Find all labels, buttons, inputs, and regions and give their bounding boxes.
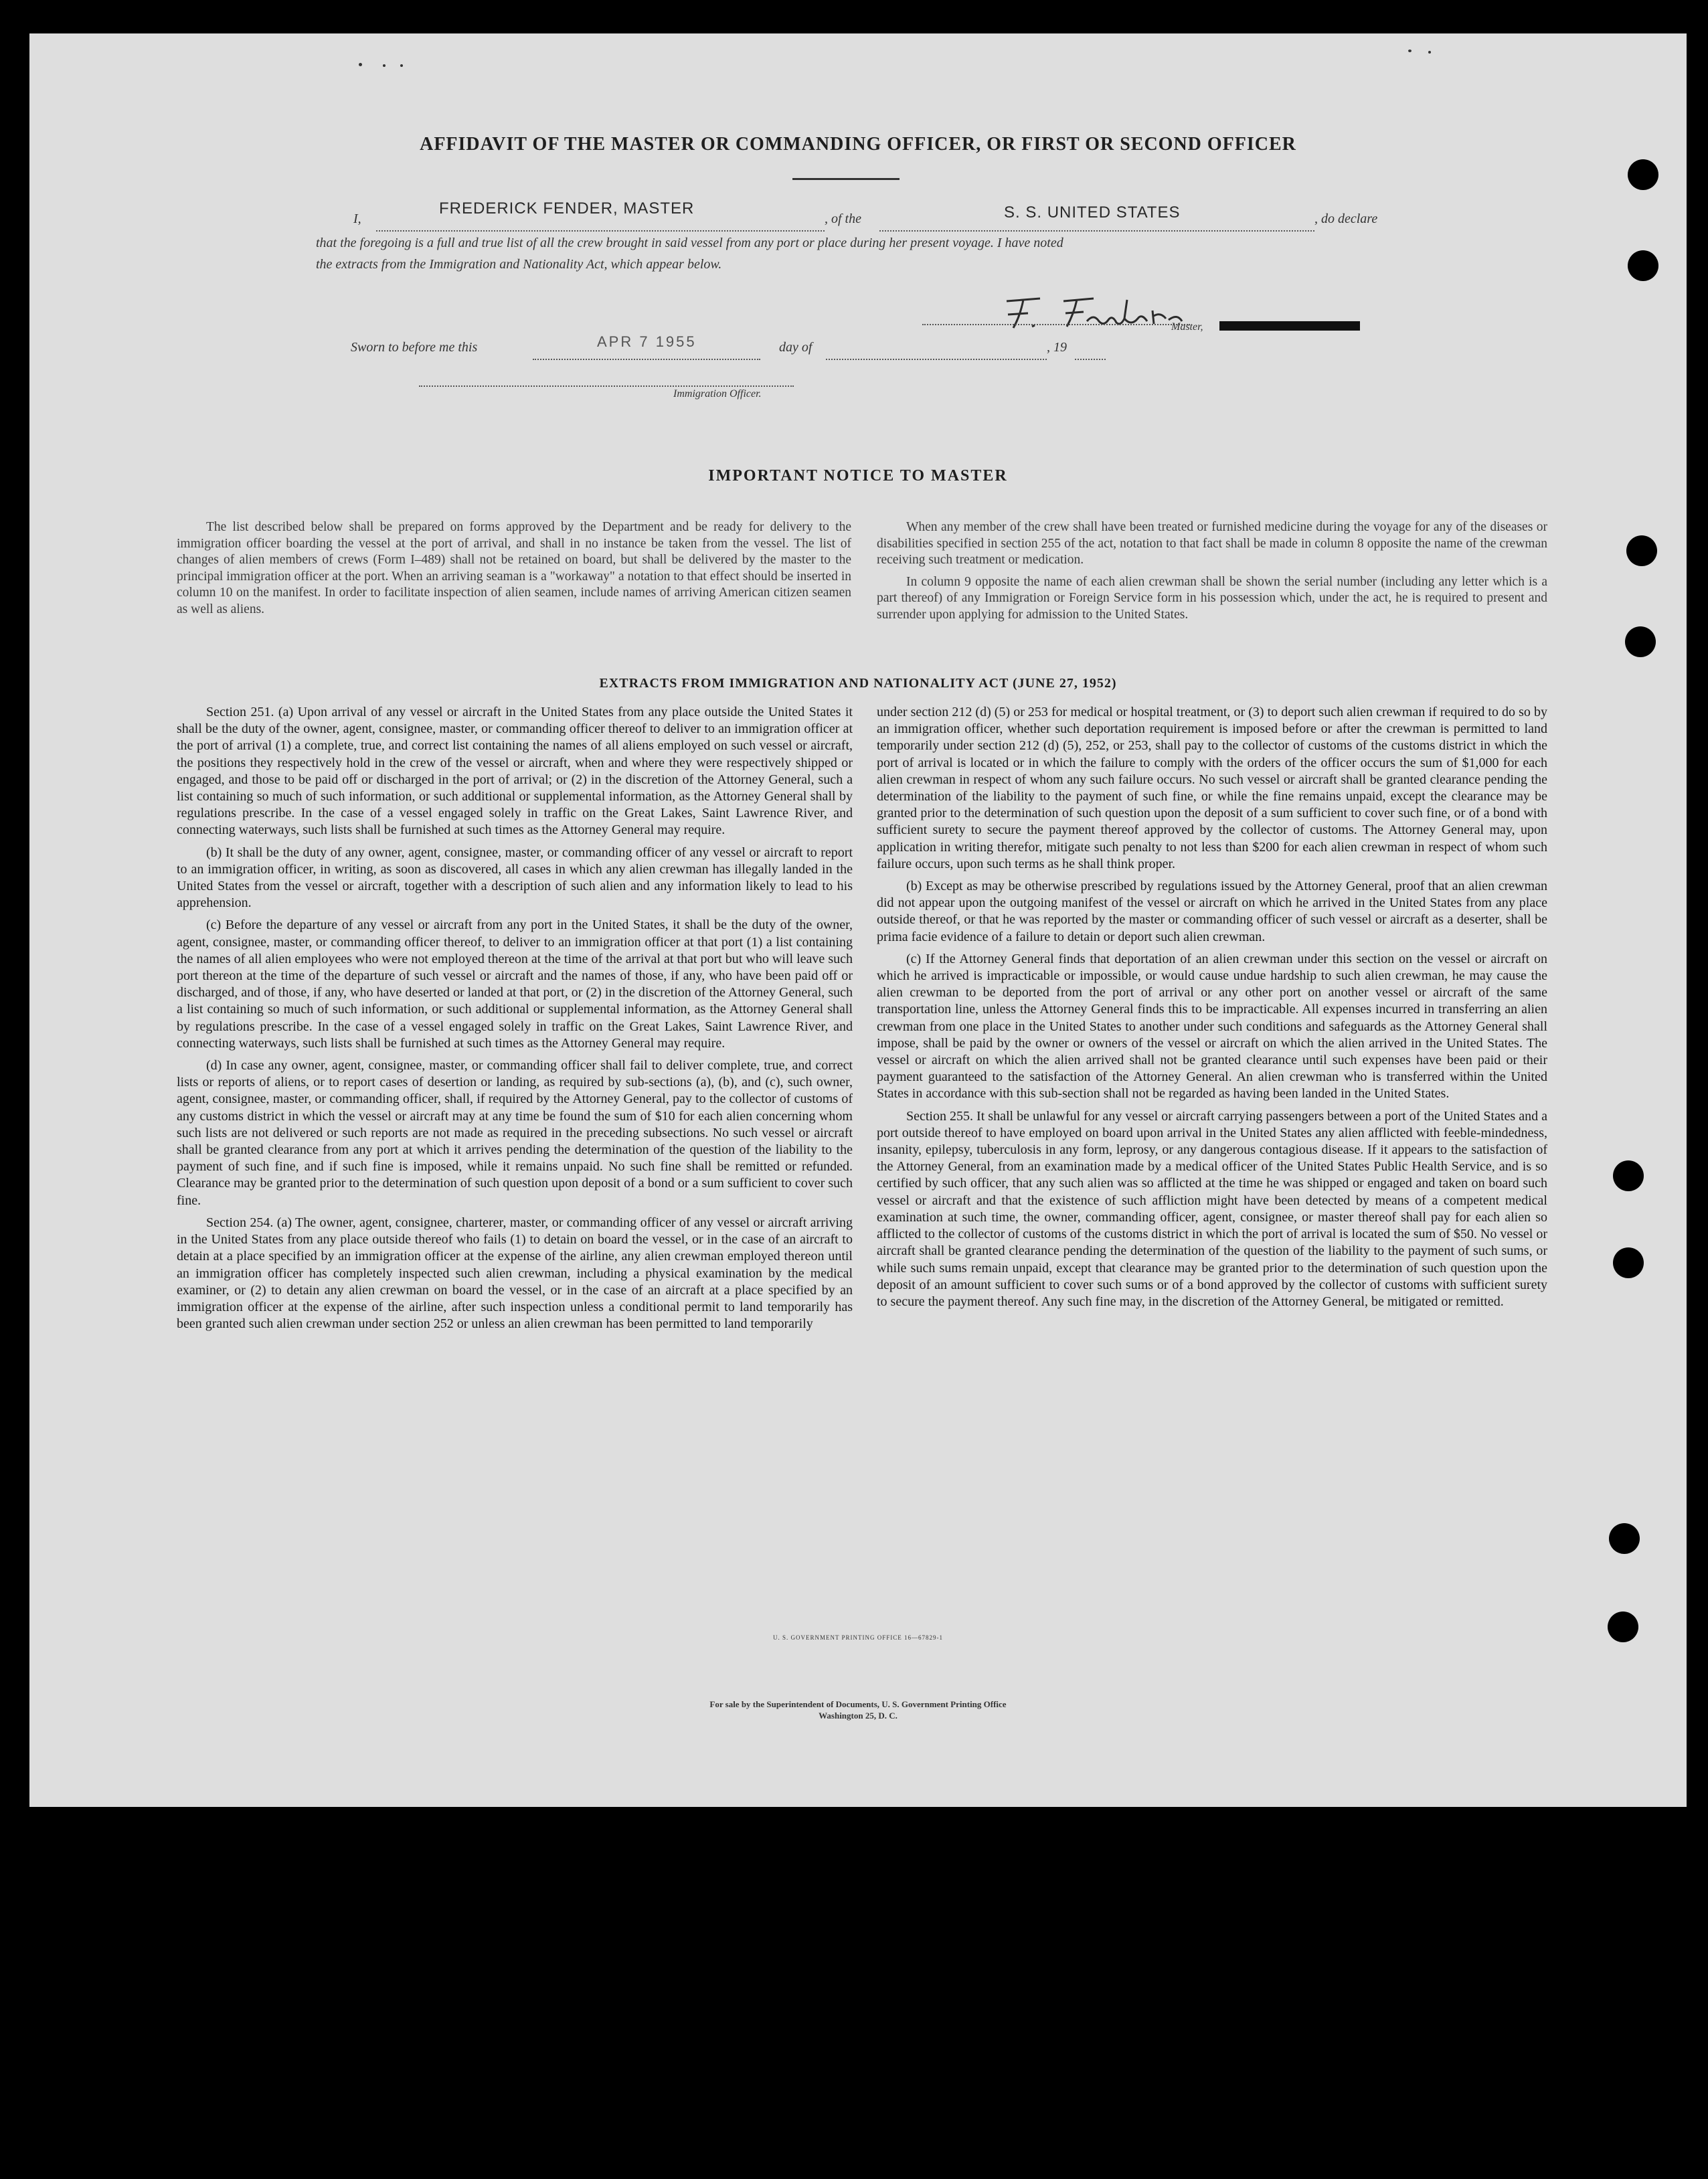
title-rule (792, 178, 900, 180)
master-label: Master, (1171, 321, 1203, 333)
punch-hole (1628, 250, 1658, 281)
statement-line-1: that the foregoing is a full and true list of all the crew brought in said vessel from any port or place during her present voyage. I have noted (316, 236, 1063, 250)
for-sale-notice (29, 1698, 1687, 1721)
signature (993, 286, 1194, 340)
notice-right-text-2: In column 9 opposite the name of each alien crewman shall be shown the serial number (including any letter which is a part thereof) of any Immigration or Foreign Service form in his possession which, under the act, he is required to present and surrender upon applying for admission to the United States. (877, 574, 1547, 622)
section-251-c: (c) Before the departure of any vessel or aircraft from any port in the United States, it shall be the duty of the owner, agent, consignee, master, or commanding officer thereof, to deliver to an immigration officer at that port (1) a list containing the names of all alien employees who were not employed thereon at the time of the arrival at that port but who will leave such port thereon at the time of the departure of such vessel or aircraft and the names of those, if any, who have been paid off or discharged, and of those, if any, who have deserted or landed at that port, or (2) in the discretion of the Attorney General, such a list containing so much of such information, or such additional or supplemental information, as the Attorney General shall by regulations prescribe. In the case of a vessel engaged solely in traffic on the Great Lakes, Saint Lawrence River, and connecting waterways, such lists shall be furnished at such times as the Attorney General may require. (177, 918, 853, 1051)
punch-hole (1608, 1611, 1638, 1642)
notice-right-column (877, 519, 1547, 628)
officer-signature-line (419, 379, 794, 387)
section-251-a: Section 251. (a) Upon arrival of any vessel or aircraft in the United States from any place outside the United States it shall be the duty of the owner, agent, consignee, master, or commanding officer thereof to deliver to an immigration officer at the port of arrival (1) a complete, true, and correct list containing the names of all aliens employed on such vessel or aircraft, the positions they respectively hold in the crew of the vessel or aircraft, when and where they were respectively shipped or engaged, and those to be paid off or discharged in the port of arrival; or (2) in the discretion of the Attorney General, such a list containing so much of such information, or such additional or supplemental information, as the Attorney General shall by regulations prescribe. In the case of a vessel engaged solely in traffic on the Great Lakes, Saint Lawrence River, and connecting waterways, such lists shall be furnished at such times as the Attorney General may require. (177, 705, 853, 838)
notice-left-text: The list described below shall be prepared on forms approved by the Department and be ready for delivery to the immigration officer boarding the vessel at the port of arrival, and shall in no instance be taken from the vessel. The list of changes of alien members of crews (Form I–489) shall not be retained on board, but shall be delivered by the master to the principal immigration officer at the port. When an arriving seaman is a "workaway" a notation to that effect should be inserted in column 10 on the manifest. In order to facilitate inspection of alien seamen, include names of arriving American citizen seamen as well as aliens. (177, 520, 851, 616)
i-label: I, (353, 211, 361, 226)
speck (1408, 50, 1412, 52)
punch-hole (1609, 1523, 1640, 1554)
section-255: Section 255. It shall be unlawful for any vessel or aircraft carrying passengers between a port of the United States and a port outside thereof to have employed on board upon arrival in the United States any alien afflicted with feeble-mindedness, insanity, epilepsy, tuberculosis in any form, leprosy, or any dangerous contagious disease. If it appears to the satisfaction of the Attorney General, from an examination made by a medical officer of the United States Public Health Service, and is so certified by such officer, that any such alien was so afflicted at the time he was shipped or engaged and taken on board such vessel or aircraft and that the existence of such affliction might have been detected by means of a competent medical examination at such time, the owner, commanding officer, agent, consignee, or master thereof shall pay for each alien so afflicted to the collector of customs of the customs district in which the port of arrival is located the sum of $50. No vessel or aircraft shall be granted clearance pending the determination of the question of the liability to the payment of such sums, or while such sums remain unpaid, except that clearance may be granted prior to the determination of such question upon the deposit of an amount sufficient to cover such sums or of a bond approved by the collector of customs with sufficient surety to secure the payment thereof. Any such fine may, in the discretion of the Attorney General, be mitigated or remitted. (877, 1108, 1547, 1309)
sworn-label: Sworn to before me this (351, 340, 478, 355)
day-of-label: day of (779, 340, 813, 355)
punch-hole (1613, 1247, 1644, 1278)
of-the-label: , of the (825, 211, 861, 226)
officer-label: Immigration Officer. (673, 388, 762, 400)
section-254-a-continued: under section 212 (d) (5) or 253 for medical or hospital treatment, or (3) to deport such alien crewman if required to do so by an immigration officer, whether such deportation requirement is imposed before or after the crewman is permitted to land temporarily under section 212 (d) (5), 252, or 253, shall pay to the collector of customs of the customs district in which the port of arrival is located or in which the failure to comply with the orders of the officer occurs the sum of $1,000 for each alien crewman in respect of whom any such failure occurs. No such vessel or aircraft shall be granted clearance pending the determination of the liability to the payment of such fine, or while the fine remains unpaid, except the clearance may be granted prior to the determination of such question upon the deposit of a sum sufficient to cover such fine, or of a bond with sufficient surety to secure the payment thereof approved by the collector of customs. The Attorney General may, upon application in writing therefor, mitigate such penalty to not less than $200 for each alien crewman in respect of whom such failure occurs, upon such terms as he shall think proper. (877, 705, 1547, 871)
gpo-imprint: U. S. GOVERNMENT PRINTING OFFICE 16—67829-1 (772, 1634, 944, 1641)
speck (359, 63, 362, 66)
affidavit-title: AFFIDAVIT OF THE MASTER OR COMMANDING OFFICER, OR FIRST OR SECOND OFFICER (420, 134, 1296, 155)
extracts-right-column (877, 704, 1547, 1316)
section-254-b: (b) Except as may be otherwise prescribed by regulations issued by the Attorney General, proof that an alien crewman did not appear upon the outgoing manifest of the vessel or aircraft on which he arrived in the United States from any place outside thereof, or that he was reported by the master or commanding officer of such vessel or aircraft as a deserter, shall be prima facie evidence of a failure to detain or deport such alien crewman. (877, 879, 1547, 944)
signature-line (922, 319, 1190, 325)
punch-hole (1613, 1160, 1644, 1191)
speck (383, 64, 386, 67)
speck (1428, 51, 1431, 54)
extracts-title: EXTRACTS FROM IMMIGRATION AND NATIONALITY ACT (JUNE 27, 1952) (599, 676, 1117, 691)
section-251-b: (b) It shall be the duty of any owner, agent, consignee, master, or commanding officer of any vessel or aircraft to report to an immigration officer, in writing, as soon as discovered, all cases in which any alien crewman has illegally landed in the United States from the vessel or aircraft, together with a description of such alien and any information likely to lead to his apprehension. (177, 845, 853, 911)
for-sale-line-1: For sale by the Superintendent of Documents, U. S. Government Printing Office (709, 1699, 1007, 1709)
speck (400, 64, 403, 67)
do-declare-label: , do declare (1314, 211, 1378, 226)
name-field-line (376, 217, 825, 232)
section-251-d: (d) In case any owner, agent, consignee, master, or commanding officer shall fail to deliver complete, true, and correct lists or reports of aliens, or to report cases of desertion or landing, as required by sub-sections (a), (b), and (c), such owner, agent, consignee, master, or commanding officer, shall, if required by the Attorney General, pay to the collector of customs of any customs district in which the vessel or aircraft may at any time be found the sum of $10 for each alien concerning whom such lists are not delivered or such reports are not made as required in the preceding subsections. No such vessel or aircraft shall be granted clearance from any port at which it arrives pending the determination of the question of the liability to the payment of such fine, and if such fine is imposed, while it remains unpaid. No such fine shall be remitted or refunded. Clearance may be granted prior to the determination of such question upon deposit of a bond or a sum sufficient to cover such fine. (177, 1058, 853, 1208)
statement-line-2: the extracts from the Immigration and Nationality Act, which appear below. (316, 257, 722, 272)
redaction-bar (1219, 321, 1360, 331)
month-field-line (826, 345, 1047, 360)
punch-hole (1625, 626, 1656, 657)
punch-hole (1626, 535, 1657, 566)
notice-left-column (177, 519, 851, 623)
name-field[interactable]: FREDERICK FENDER, MASTER (439, 199, 695, 217)
section-254-c: (c) If the Attorney General finds that deportation of an alien crewman under this section on the vessel or aircraft on which he arrived is impracticable or impossible, or would cause undue hardship to such alien crewman, he may cause the alien crewman to be deported from the port of arrival or any other port on another vessel or aircraft of the same transportation line, unless the Attorney General finds this to be impracticable. All expenses incurred in transferring an alien crewman from one place in the United States to another under such conditions and safeguards as the Attorney General shall impose, shall be paid by the owner or owners of the vessel or aircraft on which the alien arrived in the United States. The vessel or aircraft on which the alien arrived shall not be granted clearance until such expenses have been paid or their payment guaranteed to the satisfaction of the Attorney General. An alien crewman who is transferred within the United States in accordance with this sub-section shall not be regarded as having been landed in the United States. (877, 951, 1547, 1102)
section-254-a: Section 254. (a) The owner, agent, consignee, charterer, master, or commanding officer of any vessel or aircraft arriving in the United States from any place outside thereof who fails (1) to detain on board the vessel, or in the case of an aircraft to detain at a place specified by an immigration officer at the expense of the airline, any alien crewman employed thereon until an immigration officer has completely inspected such alien crewman, including a physical examination by the medical examiner, or (2) to detain any alien crewman on board the vessel, or in the case of an aircraft at a place specified by an immigration officer at the expense of the airline, after such inspection unless a conditional permit to land temporarily has been granted such alien crewman under section 252 or unless an alien crewman has been permitted to land temporarily (177, 1215, 853, 1332)
sworn-date-field[interactable]: APR 7 1955 (597, 333, 697, 350)
year-field-line (1075, 345, 1106, 360)
notice-title: IMPORTANT NOTICE TO MASTER (708, 467, 1008, 485)
notice-right-text-1: When any member of the crew shall have been treated or furnished medicine during the voyage for any of the diseases or disabilities specified in section 255 of the act, notation to that fact shall be made in column 8 opposite the name of the crewman receiving such treatment or medication. (877, 520, 1547, 567)
for-sale-line-2: Washington 25, D. C. (819, 1711, 898, 1721)
vessel-field[interactable]: S. S. UNITED STATES (1004, 203, 1181, 222)
extracts-left-column (177, 704, 853, 1338)
punch-hole (1628, 159, 1658, 190)
document-page (29, 33, 1687, 1807)
year-label: , 19 (1047, 340, 1067, 355)
